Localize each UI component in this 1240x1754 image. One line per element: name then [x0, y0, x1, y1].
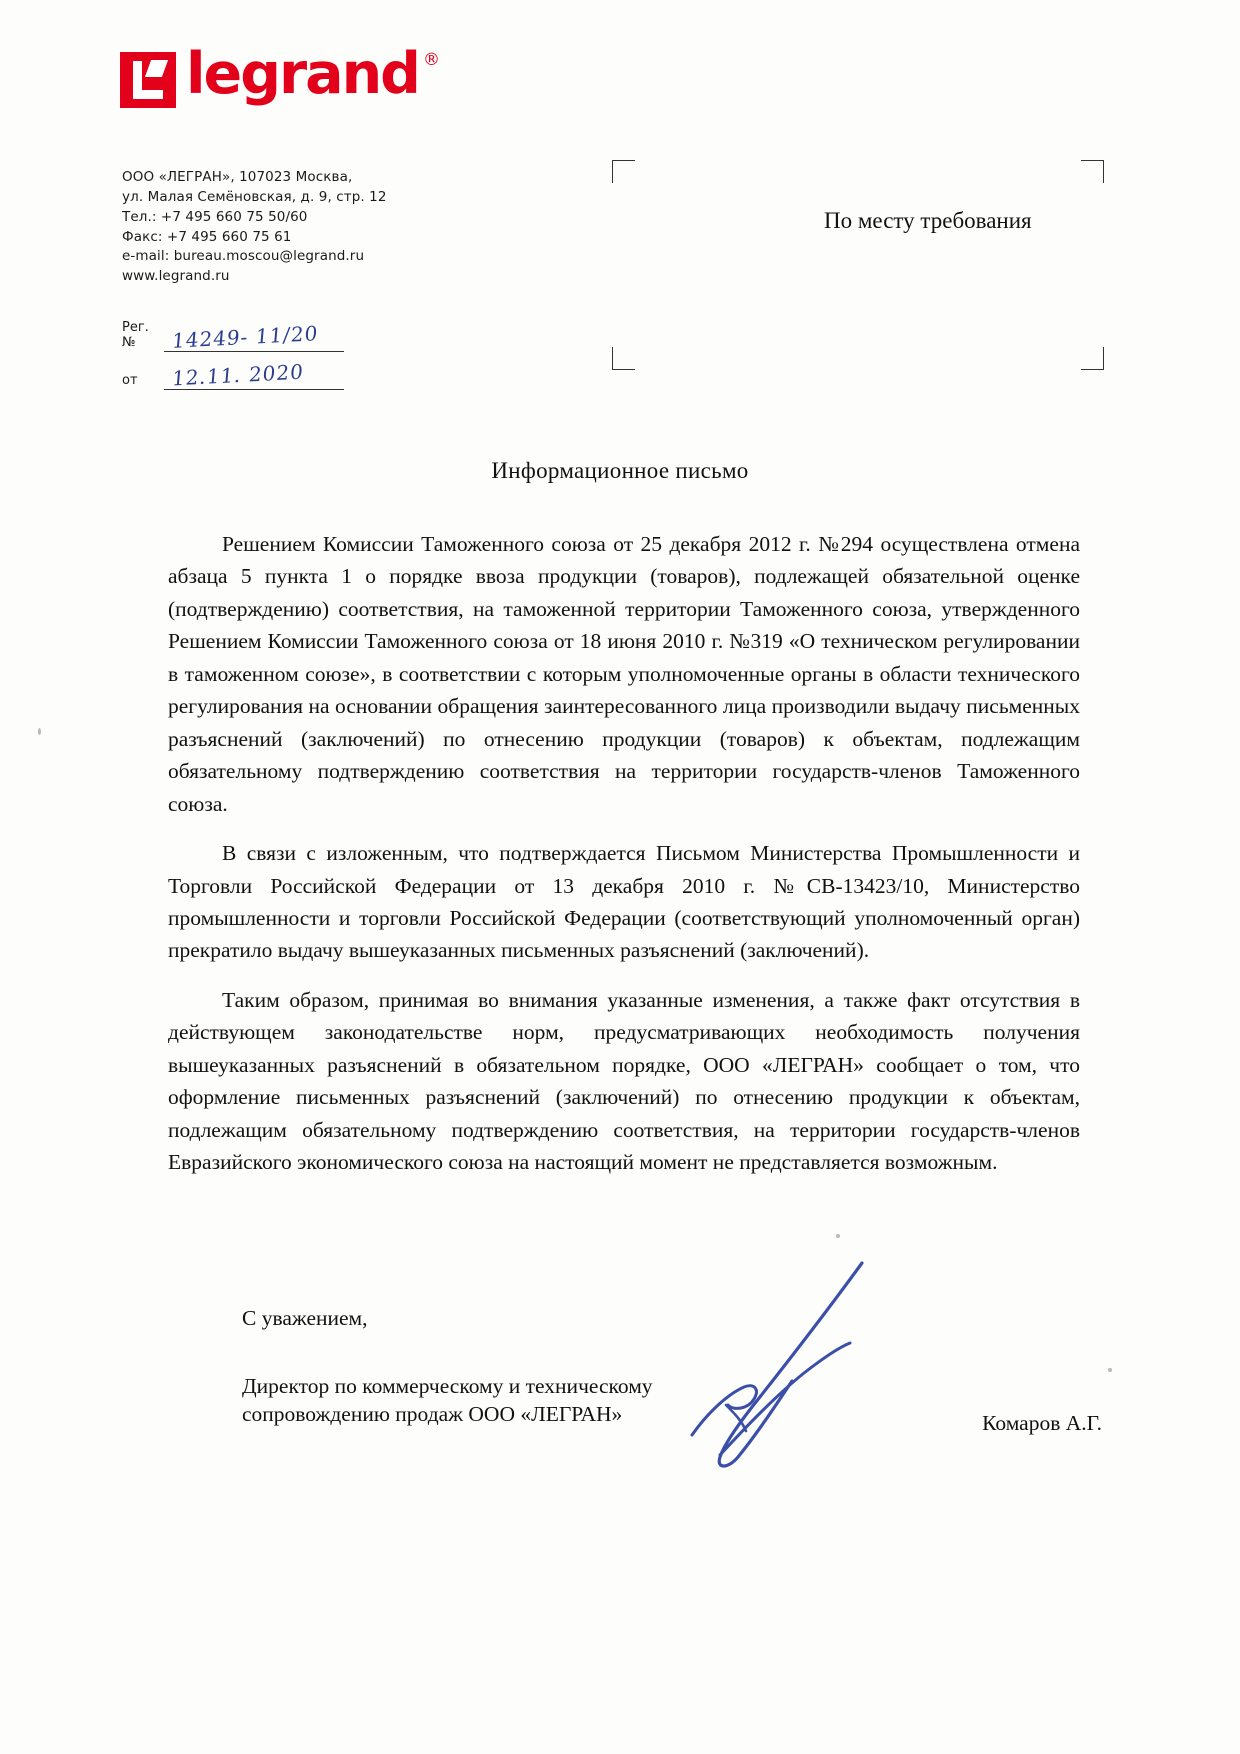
document-body [168, 528, 1080, 1196]
scan-speck-2 [1108, 1368, 1112, 1372]
signature-block [242, 1306, 1102, 1436]
registration-block [122, 320, 344, 403]
registration-number-value: 14249- 11/20 [171, 321, 320, 353]
registration-number-row [122, 320, 344, 352]
sender-fax: Факс: +7 495 660 75 61 [122, 228, 292, 245]
signer-position [242, 1373, 732, 1428]
legrand-logo [120, 41, 440, 108]
body-paragraph-1: Решением Комиссии Таможенного союза от 25 декабря 2012 г. №294 осуществлена отмена абзаца 5 пункта 1 о порядке ввоза продукции (товаров), подлежащей обязательной оценке (подтверждению) соответствия, на таможенной территории Таможенного союза, утвержденного Решением Комиссии Таможенного союза от 18 июня 2010 г. №319 «О техническом регулировании в таможенном союзе», в соответствии с которым уполномоченные органы в области технического регулирования на основании обращения заинтересованного лица производили выдачу письменных разъяснений (заключений) по отнесению продукции (товаров) к объектам, подлежащим обязательному подтверждению соответствия на территории государств-членов Таможенного союза. [168, 532, 1080, 816]
regards-text: С уважением, [242, 1306, 368, 1330]
body-paragraph-2: В связи с изложенным, что подтверждается Письмом Министерства Промышленности и Торговли Российской Федерации от 13 декабря 2010 г. №СВ-13423/10, Министерство промышленности и торговли Российской Федерации (соответствующий уполномоченный орган) прекратило выдачу вышеуказанных письменных разъяснений (заключений). [168, 841, 1080, 963]
sender-website: www.legrand.ru [122, 268, 230, 285]
sender-line-2: ул. Малая Семёновская, д. 9, стр. 12 [122, 188, 387, 205]
registered-trademark-icon: ® [422, 50, 440, 70]
corner-bracket-bottom-left [612, 347, 635, 370]
body-paragraph-3: Таким образом, принимая во внимания указанные изменения, а также факт отсутствия в действующем законодательстве норм, предусматривающих необходимость получения вышеуказанных разъяснений в обязательном порядке, ООО «ЛЕГРАН» сообщает о том, что оформление письменных разъяснений (заключений) по отнесению продукции к объектам, подлежащим обязательному подтверждению соответствия, на территории государств-членов Евразийского экономического союза на настоящий момент не представляется возможным. [168, 987, 1080, 1175]
corner-bracket-top-right [1081, 160, 1104, 183]
signer-position-line-1: Директор по коммерческому и техническому [242, 1374, 653, 1398]
scan-speck-1 [836, 1234, 840, 1238]
scan-speck-3 [38, 728, 41, 735]
document-title: Информационное письмо [491, 458, 749, 483]
signer-name: Комаров А.Г. [982, 1411, 1102, 1435]
logo-diagonal-cut [145, 60, 168, 77]
legrand-logo-icon [120, 52, 176, 108]
corner-bracket-bottom-right [1081, 347, 1104, 370]
registration-number-label: Рег. № [122, 320, 149, 350]
sender-phone: Тел.: +7 495 660 75 50/60 [122, 208, 308, 225]
logo-wordmark: legrand [186, 41, 419, 107]
addressee-text: По месту требования [824, 208, 1032, 233]
registration-date-value: 12.11. 2020 [171, 359, 305, 391]
sender-address-block [122, 168, 387, 287]
registration-date-row [122, 359, 344, 391]
signature-row [242, 1373, 1102, 1436]
sender-line-1: ООО «ЛЕГРАН», 107023 Москва, [122, 169, 353, 185]
registration-date-label: от [122, 373, 138, 388]
addressee-box [612, 160, 1104, 370]
signer-position-line-2: сопровождению продаж ООО «ЛЕГРАН» [242, 1401, 623, 1426]
sender-email: e-mail: bureau.moscou@legrand.ru [122, 248, 365, 265]
registration-date-field [164, 359, 344, 391]
corner-bracket-top-left [612, 160, 635, 183]
registration-number-field [164, 321, 344, 353]
